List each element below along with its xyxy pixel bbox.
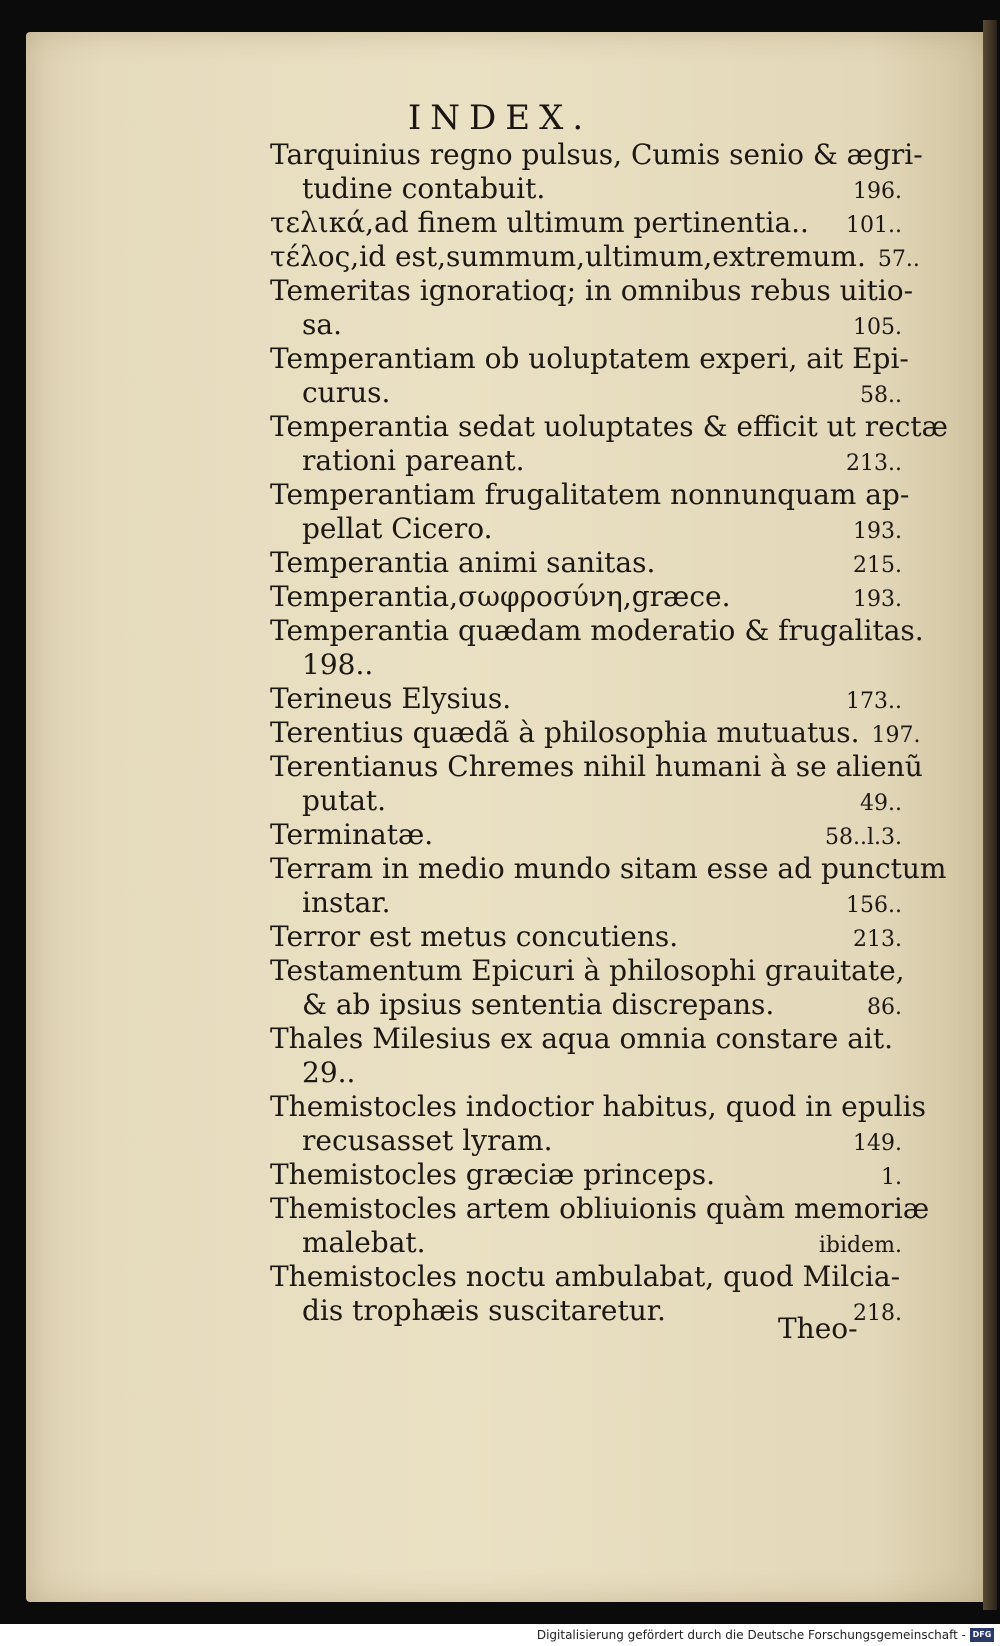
entry-headword-line <box>270 682 902 716</box>
page-header: INDEX. <box>407 98 593 138</box>
entry-text: Temperantia animi sanitas. <box>270 546 656 579</box>
page-reference: 213. <box>853 927 902 952</box>
page-reference: 193. <box>853 519 902 544</box>
entry-headword-line <box>270 1192 930 1226</box>
entry-headword-line <box>270 920 902 954</box>
page-reference: 1. <box>881 1165 902 1190</box>
entry-headword-line <box>270 478 910 512</box>
entry-text: Terminatæ. <box>270 818 434 851</box>
page-reference: 105. <box>853 315 902 340</box>
page-reference: 197. <box>871 723 921 748</box>
entry-text: sa. <box>302 308 342 341</box>
entry-continuation-line <box>270 376 902 410</box>
entry-headword-line <box>270 546 902 580</box>
entry-text: Terentianus Chremes nihil humani à se alienũ <box>270 750 923 783</box>
entry-continuation-line <box>270 886 902 920</box>
entry-text: Terentius quædã à philosophia mutuatus. <box>270 716 860 749</box>
entry-text: Terram in medio mundo sitam esse ad punctum <box>270 852 947 885</box>
index-list <box>270 138 949 1328</box>
entry-headword-line <box>270 342 909 376</box>
index-entry <box>270 1158 902 1192</box>
index-entry <box>270 920 902 954</box>
page-reference: 156.. <box>846 893 902 918</box>
entry-headword-line <box>270 138 923 172</box>
entry-headword-line <box>270 1022 902 1056</box>
entry-text: Temperantia quædam moderatio & frugalitas. <box>270 614 924 647</box>
entry-text: τέλος,id est,summum,ultimum,extremum. <box>270 240 866 273</box>
entry-continuation-line <box>270 308 902 342</box>
index-entry <box>270 580 902 614</box>
entry-text: Themistocles noctu ambulabat, quod Milcia- <box>270 1260 901 1293</box>
entry-headword-line <box>270 1090 926 1124</box>
entry-text: Terror est metus concutiens. <box>270 920 679 953</box>
index-entry <box>270 410 949 478</box>
catchword: Theo- <box>778 1312 858 1345</box>
entry-headword-line <box>270 818 902 852</box>
index-entry <box>270 954 905 1022</box>
page-reference: ibidem. <box>818 1233 902 1258</box>
entry-continuation-line <box>270 1124 902 1158</box>
entry-headword-line <box>270 206 902 240</box>
entry-headword-line <box>270 1158 902 1192</box>
entry-headword-line <box>270 954 905 988</box>
index-entry <box>270 206 902 240</box>
page-reference: 49.. <box>860 791 902 816</box>
entry-text: Thales Milesius ex aqua omnia constare ait. <box>270 1022 894 1055</box>
entry-text: Terineus Elysius. <box>270 682 512 715</box>
index-entry <box>270 750 923 818</box>
entry-text: Themistocles artem obliuionis quàm memoriæ <box>270 1192 930 1225</box>
entry-text: pellat Cicero. <box>302 512 493 545</box>
entry-text: dis trophæis suscitaretur. <box>302 1294 666 1327</box>
entry-continuation-line <box>270 988 902 1022</box>
index-entry <box>270 682 902 716</box>
entry-headword-line <box>270 750 923 784</box>
page-reference: 58..l.3. <box>825 825 902 850</box>
entry-continuation-line <box>270 648 902 682</box>
index-entry <box>270 478 910 546</box>
entry-text: rationi pareant. <box>302 444 525 477</box>
entry-text: putat. <box>302 784 387 817</box>
index-entry <box>270 716 921 750</box>
entry-text: 198.. <box>302 648 374 681</box>
entry-headword-line <box>270 852 947 886</box>
page-reference: 215. <box>853 553 902 578</box>
page-edge <box>983 20 997 1610</box>
funding-notice: Digitalisierung gefördert durch die Deutsche Forschungsgemeinschaft - <box>536 1628 966 1642</box>
index-entry <box>270 1192 930 1260</box>
entry-headword-line <box>270 410 949 444</box>
page-reference: 196. <box>853 179 902 204</box>
page-reference: 57.. <box>877 247 920 272</box>
entry-headword-line <box>270 240 920 274</box>
page-reference: 213.. <box>846 451 902 476</box>
entry-text: malebat. <box>302 1226 426 1259</box>
entry-headword-line <box>270 274 914 308</box>
index-entry <box>270 546 902 580</box>
page-reference: 149. <box>853 1131 902 1156</box>
entry-text: Tarquinius regno pulsus, Cumis senio & ægri- <box>270 138 923 171</box>
entry-text: Themistocles græciæ princeps. <box>270 1158 715 1191</box>
entry-text: Temperantiam frugalitatem nonnunquam ap- <box>270 478 910 511</box>
entry-text: Testamentum Epicuri à philosophi grauitate, <box>270 954 905 987</box>
index-entry <box>270 818 902 852</box>
entry-text: curus. <box>302 376 391 409</box>
page-reference: 101.. <box>846 213 902 238</box>
entry-text: Themistocles indoctior habitus, quod in epulis <box>270 1090 926 1123</box>
entry-text: 29.. <box>302 1056 356 1089</box>
entry-text: τελικά,ad finem ultimum pertinentia.. <box>270 206 809 239</box>
index-entry <box>270 138 923 206</box>
index-entry <box>270 614 924 682</box>
page-reference: 193. <box>853 587 902 612</box>
entry-headword-line <box>270 614 924 648</box>
entry-headword-line <box>270 1260 902 1294</box>
entry-text: instar. <box>302 886 391 919</box>
page-reference: 86. <box>867 995 902 1020</box>
entry-text: recusasset lyram. <box>302 1124 553 1157</box>
entry-text: Temperantiam ob uoluptatem experi, ait Epi- <box>270 342 909 375</box>
entry-continuation-line <box>270 512 902 546</box>
entry-text: & ab ipsius sententia discrepans. <box>302 988 775 1021</box>
index-entry <box>270 342 909 410</box>
entry-headword-line <box>270 580 902 614</box>
entry-text: Temperantia,σωφροσύνη,græce. <box>270 580 731 613</box>
footer-bar <box>0 1624 1000 1646</box>
page-reference: 218. <box>853 1301 902 1326</box>
index-entry <box>270 1090 926 1158</box>
index-entry <box>270 852 947 920</box>
entry-text: Temperantia sedat uoluptates & efficit ut rectæ <box>270 410 949 443</box>
entry-text: tudine contabuit. <box>302 172 546 205</box>
index-entry <box>270 274 914 342</box>
entry-continuation-line <box>270 172 902 206</box>
entry-continuation-line <box>270 1056 902 1090</box>
page-reference: 58.. <box>860 383 902 408</box>
index-entry <box>270 1022 902 1090</box>
page-reference: 173.. <box>846 689 902 714</box>
entry-headword-line <box>270 716 921 750</box>
index-entry <box>270 240 920 274</box>
entry-continuation-line <box>270 784 902 818</box>
dfg-logo: DFG <box>970 1628 994 1642</box>
entry-continuation-line <box>270 1226 902 1260</box>
entry-continuation-line <box>270 444 902 478</box>
entry-text: Temeritas ignoratioq; in omnibus rebus uitio- <box>270 274 914 307</box>
